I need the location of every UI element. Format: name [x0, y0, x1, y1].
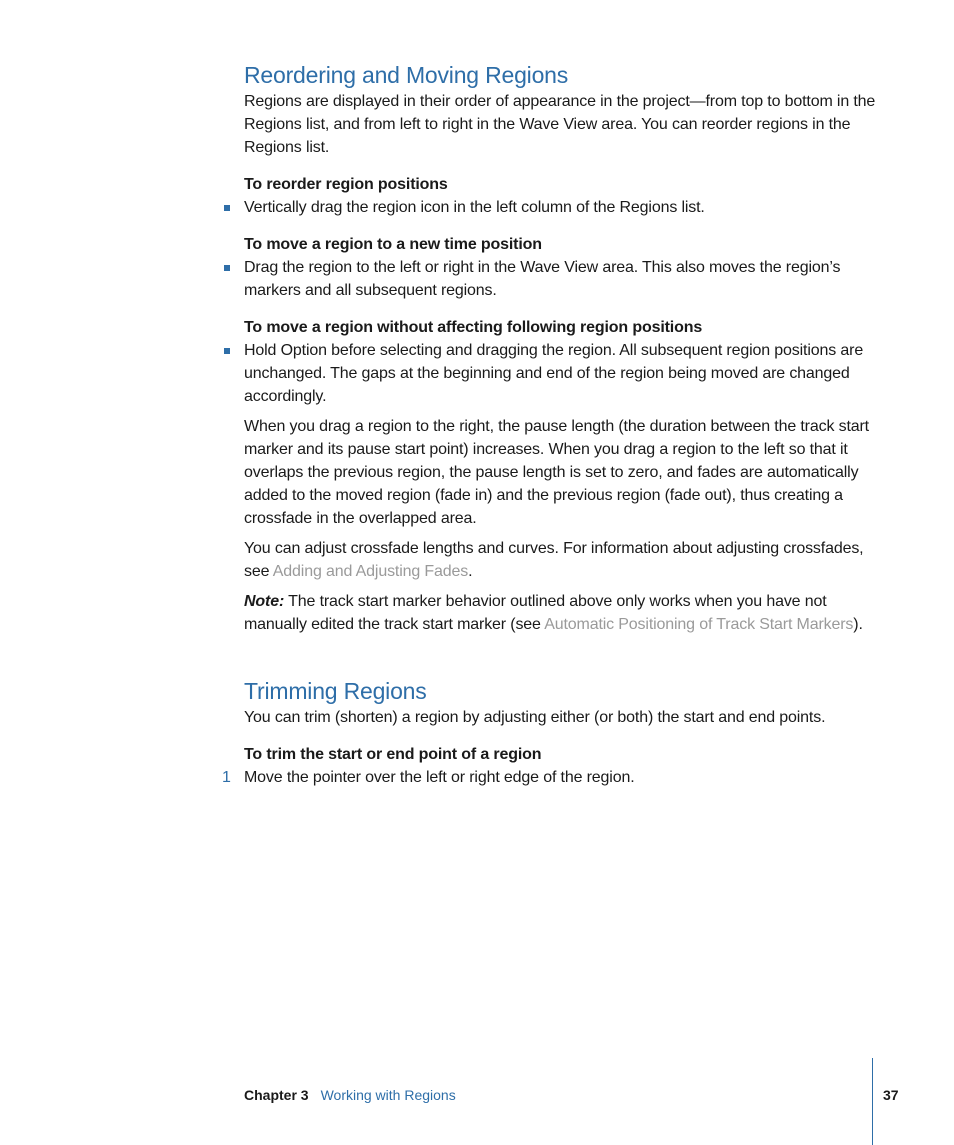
bullet-item	[244, 339, 880, 408]
bullet-square-icon	[224, 348, 230, 354]
section-intro: Regions are displayed in their order of appearance in the project—from top to bottom in the Regions list, and from left to right in the Wave View area. You can reorder regions in the Regions list.	[244, 93, 876, 156]
task-title-reorder: To reorder region positions	[244, 176, 448, 193]
bullet-square-icon	[224, 265, 230, 271]
bullet-item	[244, 196, 880, 219]
note-label: Note:	[244, 593, 285, 610]
task-title-trim: To trim the start or end point of a region	[244, 746, 542, 763]
paragraph-crossfade	[244, 537, 880, 583]
footer-chapter-name: Working with Regions	[320, 1087, 456, 1103]
section-heading-reordering: Reordering and Moving Regions	[244, 62, 569, 88]
bullet-text: Vertically drag the region icon in the left column of the Regions list.	[244, 199, 705, 216]
task-title-move-without-affecting: To move a region without affecting following region positions	[244, 319, 703, 336]
link-automatic-positioning[interactable]: Automatic Positioning of Track Start Markers	[544, 616, 854, 633]
paragraph-crossfade-text: You can adjust crossfade lengths and curves. For information about adjusting crossfades, see	[244, 540, 864, 580]
note-text-end: ).	[853, 616, 863, 633]
paragraph-crossfade-end: .	[468, 563, 473, 580]
note-paragraph	[244, 590, 880, 636]
footer-chapter: Chapter 3	[244, 1087, 309, 1103]
bullet-text: Hold Option before selecting and dragging the region. All subsequent region positions are unchanged. The gaps at the beginning and end of the region being moved are changed accordingly.	[244, 342, 864, 405]
link-adding-adjusting-fades[interactable]: Adding and Adjusting Fades	[272, 563, 469, 580]
step-number: 1	[222, 769, 231, 786]
section-heading-trimming: Trimming Regions	[244, 678, 427, 704]
section-intro: You can trim (shorten) a region by adjusting either (or both) the start and end points.	[244, 709, 826, 726]
task-title-move: To move a region to a new time position	[244, 236, 542, 253]
footer-divider	[872, 1058, 873, 1145]
bullet-square-icon	[224, 205, 230, 211]
page-content	[222, 60, 880, 789]
bullet-item	[244, 256, 880, 302]
bullet-text: Drag the region to the left or right in the Wave View area. This also moves the region’s markers and all subsequent regions.	[244, 259, 841, 299]
paragraph-drag-behavior: When you drag a region to the right, the pause length (the duration between the track start marker and its pause start point) increases. When you drag a region to the left so that it overlaps the previous region, the pause length is set to zero, and fades are automatically added to the moved region (fade in) and the previous region (fade out), thus creating a crossfade in the overlapped area.	[244, 418, 869, 527]
step-text: Move the pointer over the left or right edge of the region.	[244, 769, 635, 786]
page-footer	[244, 1086, 456, 1104]
numbered-step	[222, 766, 880, 789]
page-number: 37	[883, 1087, 899, 1103]
note-text: The track start marker behavior outlined above only works when you have not manually edited the track start marker (see	[244, 593, 827, 633]
